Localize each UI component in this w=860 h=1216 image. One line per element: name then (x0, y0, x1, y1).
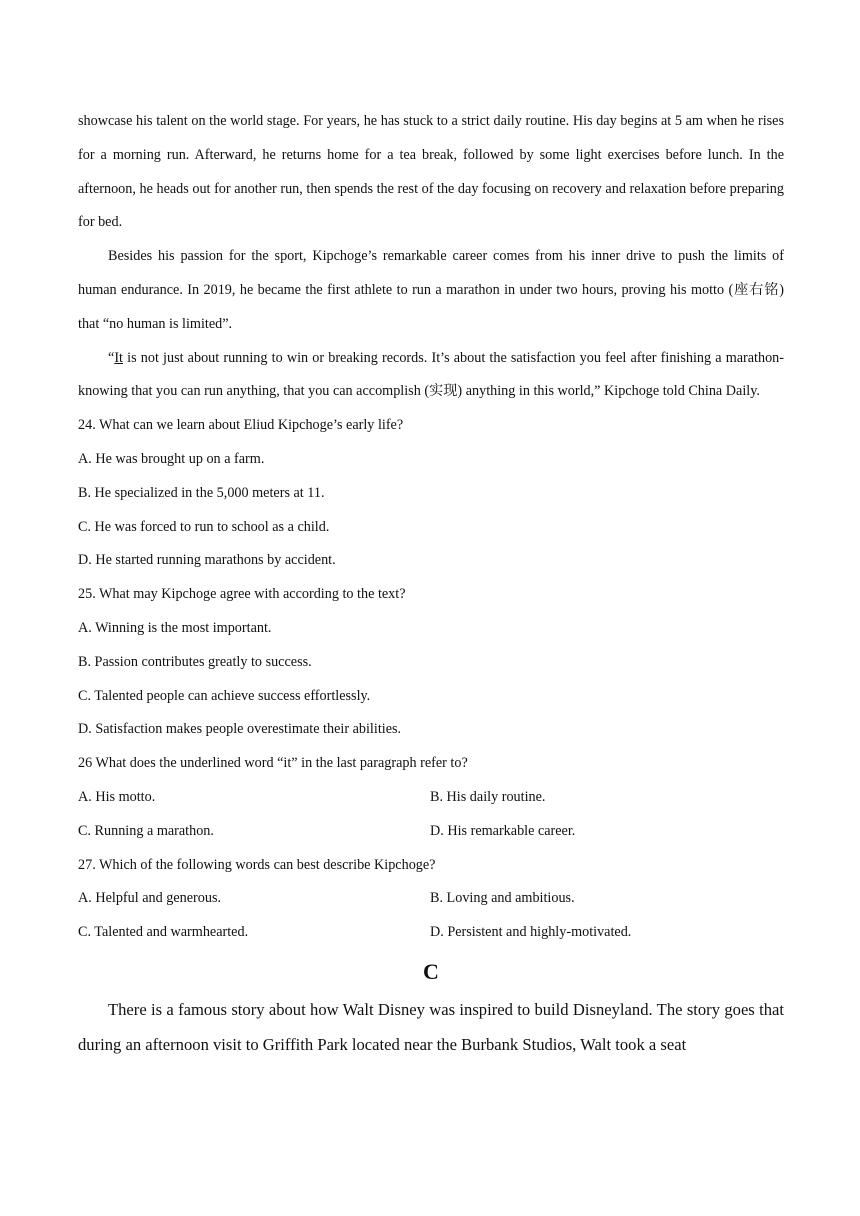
question-24 (78, 409, 784, 578)
option-c: C. Running a marathon. (78, 822, 214, 839)
paragraph-text: is not just about running to win or breaking records. It’s about the satisfaction you feel after finishing a marathon-knowing that you can run anything, that you can accomplish (实现) anything in this world,” Kipchoge told China Daily. (78, 349, 784, 400)
document-page (78, 0, 784, 1063)
passage-paragraph: There is a famous story about how Walt Disney was inspired to build Disneyland. The story goes that during an afternoon visit to Griffith Park located near the Burbank Studios, Walt took a seat (78, 999, 784, 1055)
question-stem: 24. What can we learn about Eliud Kipchoge’s early life? (78, 417, 404, 434)
question-25 (78, 578, 784, 747)
question-stem: 25. What may Kipchoge agree with according to the text? (78, 586, 406, 603)
option-d: D. His remarkable career. (430, 822, 576, 839)
question-stem: 26 What does the underlined word “it” in the last paragraph refer to? (78, 755, 468, 772)
option-row (78, 781, 784, 815)
option-d: D. Persistent and highly-motivated. (430, 924, 632, 941)
option-a: A. Winning is the most important. (78, 619, 272, 636)
option-c: C. He was forced to run to school as a child. (78, 518, 330, 535)
passage-paragraph (78, 342, 784, 410)
option-row (78, 815, 784, 849)
underlined-word: It (114, 349, 123, 366)
option-a: A. He was brought up on a farm. (78, 450, 265, 467)
option-b: B. His daily routine. (430, 788, 546, 805)
option-row (78, 882, 784, 916)
option-b: B. Passion contributes greatly to success. (78, 653, 312, 670)
option-d: D. Satisfaction makes people overestimate their abilities. (78, 721, 402, 738)
section-heading: C (423, 958, 439, 984)
option-row (78, 916, 784, 950)
passage-paragraph: Besides his passion for the sport, Kipchoge’s remarkable career comes from his inner drive to push the limits of human endurance. In 2019, he became the first athlete to run a marathon in under two hours, proving his motto (座右铭) that “no human is limited”. (78, 248, 784, 332)
option-c: C. Talented and warmhearted. (78, 924, 249, 941)
question-26 (78, 747, 784, 848)
question-27 (78, 849, 784, 950)
option-b: B. He specialized in the 5,000 meters at 11. (78, 484, 325, 501)
option-d: D. He started running marathons by accident. (78, 552, 336, 569)
question-stem: 27. Which of the following words can best describe Kipchoge? (78, 856, 436, 873)
option-a: A. His motto. (78, 788, 156, 805)
option-b: B. Loving and ambitious. (430, 890, 575, 907)
option-c: C. Talented people can achieve success effortlessly. (78, 687, 371, 704)
option-a: A. Helpful and generous. (78, 890, 222, 907)
quote-open: “ (108, 349, 115, 366)
passage-paragraph: showcase his talent on the world stage. For years, he has stuck to a strict daily routine. His day begins at 5 am when he rises for a morning run. Afterward, he returns home for a tea break, followed by some light exercises before lunch. In the afternoon, he heads out for another run, then spends the rest of the day focusing on recovery and relaxation before preparing for bed. (78, 113, 784, 231)
